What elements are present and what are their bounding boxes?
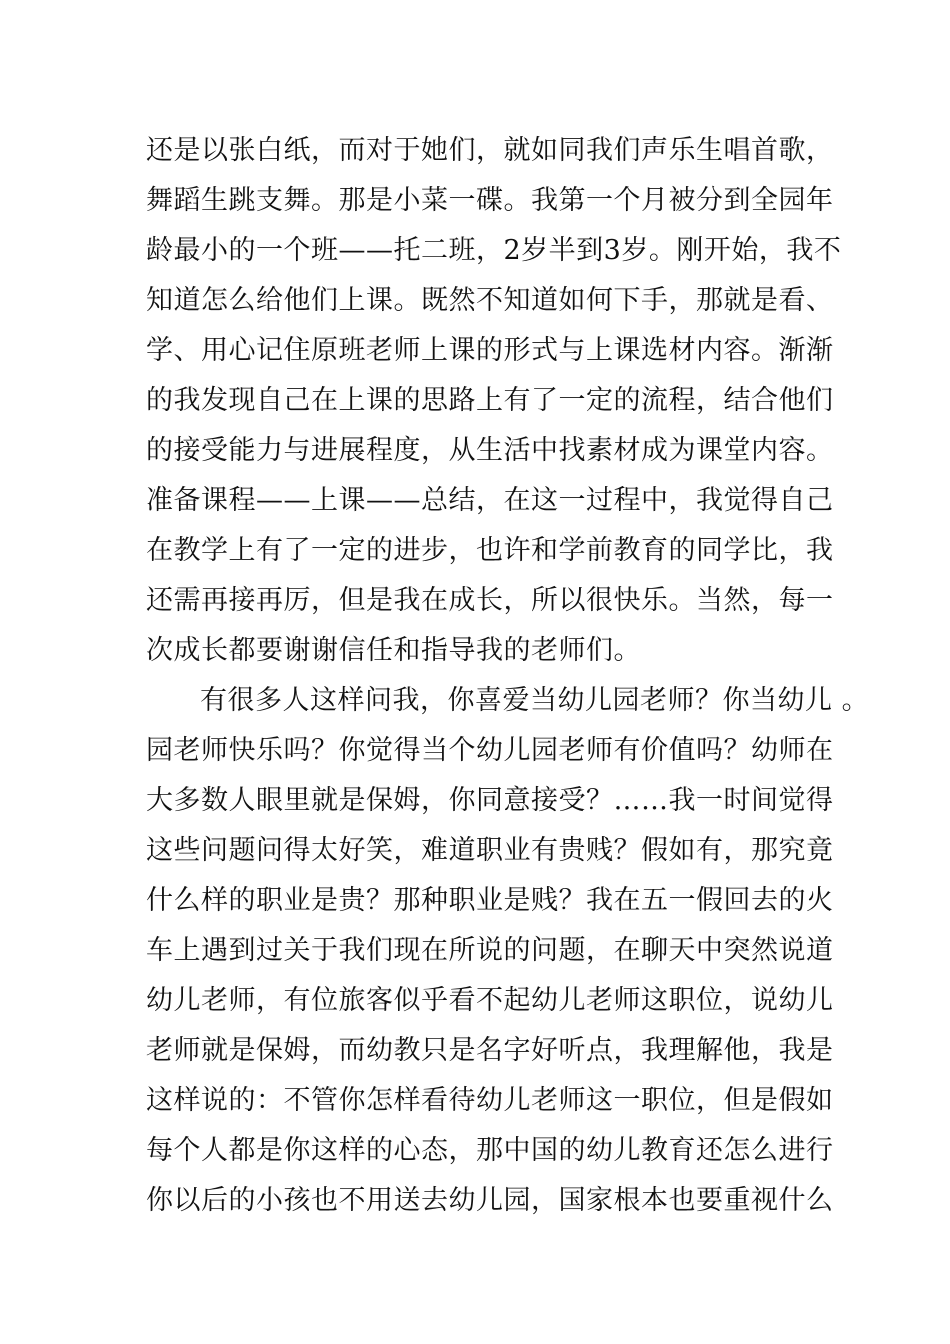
text-line: 舞蹈生跳支舞。那是小菜一碟。我第一个月被分到全园年: [146, 185, 834, 216]
paragraph-start-line: 有很多人这样问我，你喜爱当幼儿园老师？你当幼儿 。: [200, 685, 870, 716]
text-line: 每个人都是你这样的心态，那中国的幼儿教育还怎么进行: [146, 1135, 834, 1166]
text-line: 还是以张白纸，而对于她们，就如同我们声乐生唱首歌，: [146, 135, 834, 166]
text-line: 老师就是保姆，而幼教只是名字好听点，我理解他，我是: [146, 1035, 834, 1066]
text-line: 什么样的职业是贵？那种职业是贱？我在五一假回去的火: [146, 885, 834, 916]
text-line: 学、用心记住原班老师上课的形式与上课选材内容。渐渐: [146, 335, 834, 366]
text-line: 大多数人眼里就是保姆，你同意接受？……我一时间觉得: [146, 785, 834, 816]
text-line: 幼儿老师，有位旅客似乎看不起幼儿老师这职位，说幼儿: [146, 985, 834, 1016]
text-line: 的接受能力与进展程度，从生活中找素材成为课堂内容。: [146, 435, 834, 466]
text-line: 准备课程——上课——总结，在这一过程中，我觉得自己: [146, 485, 834, 516]
text-line: 在教学上有了一定的进步，也许和学前教育的同学比，我: [146, 535, 834, 566]
text-line: 车上遇到过关于我们现在所说的问题，在聊天中突然说道: [146, 935, 834, 966]
text-line: 还需再接再厉，但是我在成长，所以很快乐。当然，每一: [146, 585, 834, 616]
text-line: 次成长都要谢谢信任和指导我的老师们。: [146, 635, 641, 666]
text-line: 的我发现自己在上课的思路上有了一定的流程，结合他们: [146, 385, 834, 416]
text-line: 知道怎么给他们上课。既然不知道如何下手，那就是看、: [146, 285, 834, 316]
text-line: 这样说的：不管你怎样看待幼儿老师这一职位，但是假如: [146, 1085, 834, 1116]
body-text: [146, 126, 870, 1226]
text-line: 这些问题问得太好笑，难道职业有贵贱？假如有，那究竟: [146, 835, 834, 866]
text-line: 你以后的小孩也不用送去幼儿园，国家根本也要重视什么: [146, 1185, 834, 1216]
text-line: 龄最小的一个班——托二班，2岁半到3岁。刚开始，我不: [146, 235, 842, 266]
text-line: 园老师快乐吗？你觉得当个幼儿园老师有价值吗？幼师在: [146, 735, 834, 766]
